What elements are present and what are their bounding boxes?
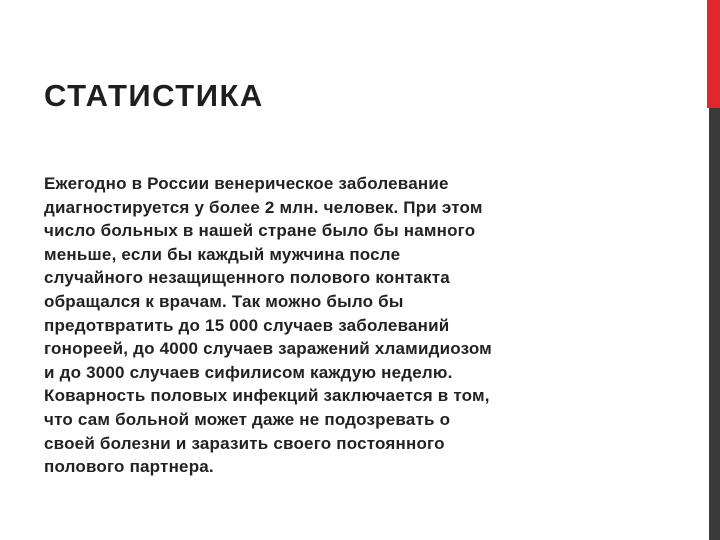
body-line: предотвратить до 15 000 случаев заболеваний (44, 315, 450, 335)
body-line: и до 3000 случаев сифилисом каждую неделю. (44, 362, 453, 382)
body-line: гонореей, до 4000 случаев заражений хламидиозом (44, 339, 492, 359)
body-line: случайного незащищенного полового контакта (44, 268, 450, 288)
body-line: Ежегодно в России венерическое заболевание (44, 174, 449, 193)
body-line: меньше, если бы каждый мужчина после (44, 244, 401, 264)
body-line: полового партнера. (44, 457, 214, 477)
body-line: обращался к врачам. Так можно было бы (44, 291, 404, 311)
body-line: диагностируется у более 2 млн. человек. При этом (44, 197, 483, 217)
body-line: своей болезни и заразить своего постоянного (44, 433, 445, 453)
body-line: число больных в нашей стране было бы намного (44, 221, 476, 241)
accent-bar-gray (709, 108, 720, 540)
slide-title: СТАТИСТИКА (44, 78, 264, 113)
accent-bar-red (707, 0, 720, 108)
slide-body-text (44, 172, 574, 479)
body-line: Коварность половых инфекций заключается в том, (44, 386, 490, 406)
body-line: что сам больной может даже не подозревать о (44, 409, 451, 429)
